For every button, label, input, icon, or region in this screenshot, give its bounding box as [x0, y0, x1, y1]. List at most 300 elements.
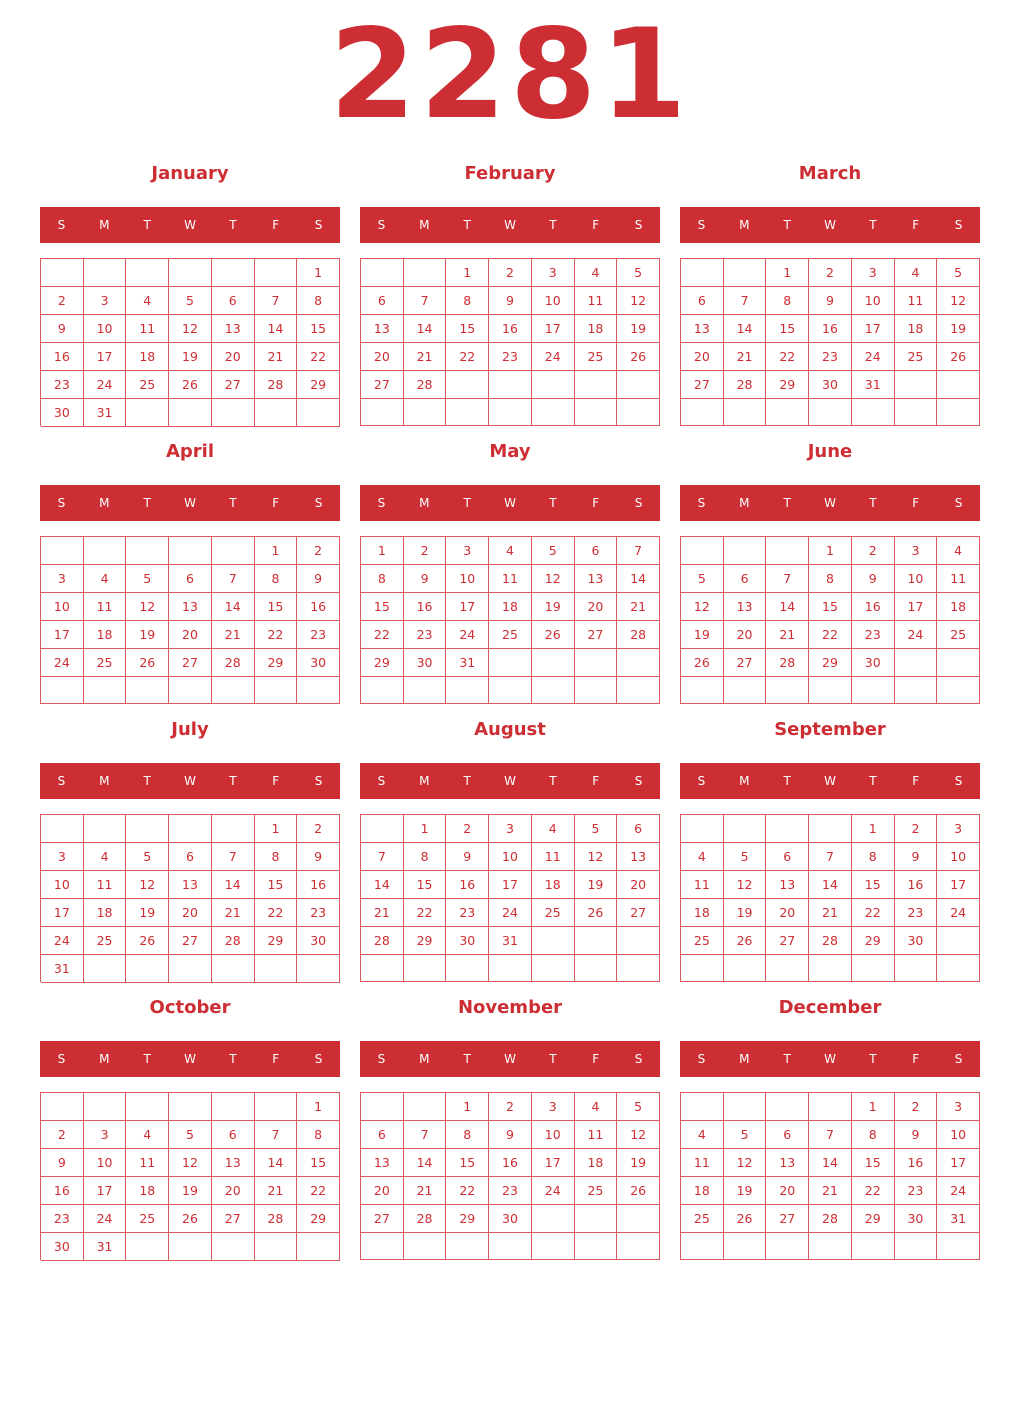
empty-cell: [126, 677, 169, 704]
empty-cell: [255, 677, 298, 704]
day-cell: 3: [41, 843, 84, 871]
empty-cell: [852, 1233, 895, 1260]
day-cell: 2: [41, 287, 84, 315]
day-grid: [360, 1092, 660, 1260]
empty-cell: [809, 1093, 852, 1121]
day-cell: 2: [895, 815, 938, 843]
weekday-label: F: [912, 218, 920, 232]
weekday-label: M: [739, 774, 750, 788]
empty-cell: [255, 1093, 298, 1121]
day-cell: 23: [41, 1205, 84, 1233]
empty-cell: [575, 955, 618, 982]
day-cell: 24: [532, 343, 575, 371]
month-july: [40, 716, 340, 984]
day-cell: 1: [255, 537, 298, 565]
empty-cell: [617, 649, 660, 677]
empty-cell: [126, 1233, 169, 1261]
day-cell: 21: [766, 621, 809, 649]
empty-cell: [532, 1205, 575, 1233]
empty-cell: [361, 259, 404, 287]
day-cell: 27: [361, 1205, 404, 1233]
day-cell: 29: [361, 649, 404, 677]
empty-cell: [724, 1233, 767, 1260]
weekday-header: [360, 207, 660, 243]
day-cell: 9: [852, 565, 895, 593]
day-cell: 14: [809, 871, 852, 899]
day-cell: 18: [575, 315, 618, 343]
day-cell: 10: [852, 287, 895, 315]
day-cell: 7: [724, 287, 767, 315]
day-cell: 30: [895, 1205, 938, 1233]
empty-cell: [937, 677, 980, 704]
day-cell: 22: [361, 621, 404, 649]
weekday-label: M: [99, 496, 110, 510]
day-cell: 24: [446, 621, 489, 649]
empty-cell: [575, 649, 618, 677]
empty-cell: [255, 1233, 298, 1261]
empty-cell: [361, 955, 404, 982]
day-cell: 14: [404, 1149, 447, 1177]
day-cell: 17: [937, 871, 980, 899]
empty-cell: [361, 815, 404, 843]
empty-cell: [84, 955, 127, 983]
weekday-label: S: [954, 218, 963, 232]
day-cell: 11: [126, 315, 169, 343]
weekday-label: S: [314, 774, 323, 788]
day-cell: 25: [575, 1177, 618, 1205]
empty-cell: [575, 371, 618, 399]
month-name: December: [778, 997, 882, 1018]
empty-cell: [446, 399, 489, 426]
day-cell: 10: [489, 843, 532, 871]
day-cell: 16: [297, 871, 340, 899]
weekday-label: W: [184, 1052, 196, 1066]
day-cell: 24: [489, 899, 532, 927]
day-cell: 9: [895, 843, 938, 871]
day-cell: 22: [852, 899, 895, 927]
weekday-label: T: [549, 496, 557, 510]
day-cell: 18: [681, 1177, 724, 1205]
day-cell: 16: [489, 315, 532, 343]
empty-cell: [212, 399, 255, 427]
day-cell: 28: [617, 621, 660, 649]
day-cell: 26: [575, 899, 618, 927]
weekday-label: S: [697, 774, 706, 788]
empty-cell: [489, 399, 532, 426]
empty-cell: [126, 259, 169, 287]
day-cell: 18: [126, 1177, 169, 1205]
day-cell: 11: [575, 1121, 618, 1149]
day-cell: 26: [617, 343, 660, 371]
weekday-label: T: [229, 496, 237, 510]
day-cell: 16: [895, 871, 938, 899]
month-name: June: [807, 441, 853, 462]
day-cell: 4: [895, 259, 938, 287]
weekday-label: S: [57, 218, 66, 232]
day-cell: 21: [404, 1177, 447, 1205]
day-cell: 19: [575, 871, 618, 899]
day-cell: 30: [446, 927, 489, 955]
empty-cell: [404, 399, 447, 426]
empty-cell: [809, 677, 852, 704]
day-cell: 25: [84, 927, 127, 955]
weekday-label: T: [783, 774, 791, 788]
empty-cell: [766, 955, 809, 982]
day-cell: 2: [404, 537, 447, 565]
day-cell: 29: [297, 371, 340, 399]
day-cell: 9: [404, 565, 447, 593]
weekday-label: S: [57, 1052, 66, 1066]
day-cell: 25: [84, 649, 127, 677]
empty-cell: [681, 259, 724, 287]
day-cell: 27: [575, 621, 618, 649]
weekday-label: M: [419, 218, 430, 232]
weekday-label: F: [272, 1052, 280, 1066]
empty-cell: [169, 537, 212, 565]
day-cell: 3: [895, 537, 938, 565]
empty-cell: [84, 1093, 127, 1121]
day-cell: 2: [852, 537, 895, 565]
day-cell: 26: [532, 621, 575, 649]
empty-cell: [681, 1233, 724, 1260]
empty-cell: [297, 1233, 340, 1261]
day-cell: 21: [724, 343, 767, 371]
day-cell: 22: [809, 621, 852, 649]
empty-cell: [809, 1233, 852, 1260]
day-cell: 8: [852, 1121, 895, 1149]
day-cell: 3: [489, 815, 532, 843]
day-cell: 21: [212, 899, 255, 927]
day-cell: 5: [169, 287, 212, 315]
weekday-label: T: [549, 1052, 557, 1066]
day-cell: 13: [766, 1149, 809, 1177]
weekday-label: F: [592, 774, 600, 788]
day-cell: 25: [895, 343, 938, 371]
day-cell: 29: [809, 649, 852, 677]
day-cell: 27: [361, 371, 404, 399]
day-cell: 18: [489, 593, 532, 621]
day-cell: 28: [404, 371, 447, 399]
empty-cell: [297, 955, 340, 983]
empty-cell: [169, 1233, 212, 1261]
empty-cell: [617, 371, 660, 399]
day-cell: 21: [809, 1177, 852, 1205]
day-cell: 28: [255, 1205, 298, 1233]
day-cell: 21: [809, 899, 852, 927]
empty-cell: [895, 399, 938, 426]
day-cell: 27: [617, 899, 660, 927]
month-name: April: [165, 441, 215, 462]
day-cell: 17: [41, 621, 84, 649]
day-cell: 22: [255, 621, 298, 649]
weekday-label: T: [783, 496, 791, 510]
weekday-label: S: [697, 496, 706, 510]
weekday-label: T: [869, 1052, 877, 1066]
day-cell: 31: [852, 371, 895, 399]
day-cell: 28: [212, 927, 255, 955]
day-cell: 20: [212, 343, 255, 371]
weekday-header: [40, 1041, 340, 1077]
day-cell: 14: [212, 593, 255, 621]
day-cell: 29: [255, 649, 298, 677]
empty-cell: [766, 1233, 809, 1260]
day-cell: 20: [169, 899, 212, 927]
weekday-label: F: [592, 496, 600, 510]
weekday-label: S: [954, 496, 963, 510]
day-cell: 31: [446, 649, 489, 677]
weekday-label: W: [824, 1052, 836, 1066]
day-cell: 17: [895, 593, 938, 621]
day-cell: 20: [361, 343, 404, 371]
day-cell: 2: [41, 1121, 84, 1149]
empty-cell: [724, 1093, 767, 1121]
day-cell: 29: [297, 1205, 340, 1233]
day-cell: 5: [617, 1093, 660, 1121]
empty-cell: [212, 259, 255, 287]
day-cell: 16: [809, 315, 852, 343]
day-cell: 28: [361, 927, 404, 955]
day-cell: 30: [41, 399, 84, 427]
day-grid: [680, 814, 980, 982]
day-cell: 5: [617, 259, 660, 287]
day-cell: 15: [404, 871, 447, 899]
day-cell: 18: [681, 899, 724, 927]
weekday-header: [680, 763, 980, 799]
empty-cell: [41, 815, 84, 843]
month-name: May: [489, 441, 531, 462]
day-cell: 16: [895, 1149, 938, 1177]
day-grid: [40, 1092, 340, 1260]
empty-cell: [404, 955, 447, 982]
month-november: [360, 994, 660, 1262]
day-cell: 20: [361, 1177, 404, 1205]
day-cell: 27: [212, 1205, 255, 1233]
empty-cell: [724, 537, 767, 565]
day-cell: 12: [126, 593, 169, 621]
empty-cell: [489, 677, 532, 704]
day-cell: 17: [937, 1149, 980, 1177]
day-cell: 5: [937, 259, 980, 287]
day-cell: 11: [681, 1149, 724, 1177]
day-cell: 10: [532, 287, 575, 315]
day-cell: 13: [766, 871, 809, 899]
weekday-label: T: [229, 774, 237, 788]
day-cell: 4: [575, 1093, 618, 1121]
day-cell: 13: [169, 593, 212, 621]
empty-cell: [446, 955, 489, 982]
day-cell: 8: [852, 843, 895, 871]
empty-cell: [724, 399, 767, 426]
day-cell: 1: [255, 815, 298, 843]
empty-cell: [681, 537, 724, 565]
day-cell: 8: [297, 287, 340, 315]
day-cell: 27: [169, 927, 212, 955]
day-cell: 6: [169, 565, 212, 593]
day-cell: 9: [41, 315, 84, 343]
day-cell: 1: [297, 259, 340, 287]
day-cell: 23: [41, 371, 84, 399]
month-december: [680, 994, 980, 1262]
day-cell: 25: [575, 343, 618, 371]
day-cell: 19: [724, 899, 767, 927]
weekday-label: S: [314, 496, 323, 510]
day-cell: 15: [446, 315, 489, 343]
day-cell: 9: [489, 1121, 532, 1149]
day-cell: 11: [895, 287, 938, 315]
empty-cell: [255, 399, 298, 427]
empty-cell: [169, 399, 212, 427]
weekday-label: S: [314, 1052, 323, 1066]
day-cell: 10: [41, 593, 84, 621]
day-cell: 23: [489, 343, 532, 371]
empty-cell: [532, 955, 575, 982]
day-cell: 6: [212, 287, 255, 315]
empty-cell: [724, 815, 767, 843]
day-cell: 20: [575, 593, 618, 621]
day-cell: 30: [809, 371, 852, 399]
day-cell: 1: [852, 815, 895, 843]
day-cell: 28: [255, 371, 298, 399]
weekday-label: M: [739, 1052, 750, 1066]
day-cell: 31: [41, 955, 84, 983]
empty-cell: [852, 399, 895, 426]
empty-cell: [212, 815, 255, 843]
weekday-label: M: [419, 774, 430, 788]
day-cell: 5: [681, 565, 724, 593]
weekday-header: [680, 1041, 980, 1077]
month-september: [680, 716, 980, 984]
day-cell: 15: [361, 593, 404, 621]
day-cell: 26: [681, 649, 724, 677]
day-grid: [40, 258, 340, 426]
empty-cell: [84, 677, 127, 704]
day-cell: 23: [809, 343, 852, 371]
day-cell: 1: [361, 537, 404, 565]
day-cell: 1: [404, 815, 447, 843]
day-cell: 19: [617, 1149, 660, 1177]
day-cell: 19: [617, 315, 660, 343]
day-cell: 20: [212, 1177, 255, 1205]
day-cell: 28: [724, 371, 767, 399]
day-cell: 15: [297, 315, 340, 343]
day-cell: 18: [937, 593, 980, 621]
day-cell: 3: [937, 1093, 980, 1121]
day-cell: 17: [489, 871, 532, 899]
day-cell: 10: [84, 1149, 127, 1177]
empty-cell: [937, 399, 980, 426]
month-january: [40, 160, 340, 428]
day-cell: 17: [84, 343, 127, 371]
empty-cell: [446, 677, 489, 704]
day-cell: 15: [255, 593, 298, 621]
day-cell: 26: [126, 927, 169, 955]
day-cell: 8: [766, 287, 809, 315]
empty-cell: [532, 927, 575, 955]
day-cell: 9: [895, 1121, 938, 1149]
day-cell: 2: [489, 1093, 532, 1121]
month-april: [40, 438, 340, 706]
empty-cell: [937, 371, 980, 399]
weekday-label: M: [419, 496, 430, 510]
empty-cell: [766, 399, 809, 426]
day-cell: 22: [852, 1177, 895, 1205]
month-name: November: [457, 997, 563, 1018]
day-cell: 6: [212, 1121, 255, 1149]
day-cell: 19: [169, 343, 212, 371]
empty-cell: [852, 955, 895, 982]
empty-cell: [937, 955, 980, 982]
day-cell: 24: [84, 371, 127, 399]
day-cell: 27: [766, 927, 809, 955]
empty-cell: [212, 1093, 255, 1121]
weekday-label: T: [463, 774, 471, 788]
empty-cell: [532, 399, 575, 426]
empty-cell: [681, 815, 724, 843]
day-cell: 3: [532, 1093, 575, 1121]
weekday-label: S: [634, 218, 643, 232]
weekday-header: [40, 485, 340, 521]
day-cell: 27: [212, 371, 255, 399]
day-cell: 25: [126, 371, 169, 399]
day-cell: 6: [681, 287, 724, 315]
day-cell: 17: [84, 1177, 127, 1205]
weekday-header: [680, 207, 980, 243]
empty-cell: [895, 371, 938, 399]
weekday-label: S: [377, 496, 386, 510]
day-cell: 11: [489, 565, 532, 593]
day-cell: 21: [361, 899, 404, 927]
day-cell: 13: [212, 1149, 255, 1177]
day-cell: 12: [617, 287, 660, 315]
day-cell: 12: [126, 871, 169, 899]
day-cell: 23: [895, 1177, 938, 1205]
weekday-label: W: [824, 218, 836, 232]
day-cell: 3: [84, 1121, 127, 1149]
weekday-label: S: [57, 774, 66, 788]
empty-cell: [297, 399, 340, 427]
weekday-label: T: [549, 774, 557, 788]
empty-cell: [809, 399, 852, 426]
day-cell: 6: [361, 287, 404, 315]
day-cell: 4: [532, 815, 575, 843]
weekday-label: T: [463, 218, 471, 232]
day-cell: 18: [84, 621, 127, 649]
weekday-label: T: [143, 218, 151, 232]
day-cell: 17: [446, 593, 489, 621]
empty-cell: [532, 1233, 575, 1260]
empty-cell: [724, 677, 767, 704]
month-name: February: [464, 163, 556, 184]
day-cell: 29: [852, 1205, 895, 1233]
weekday-label: T: [143, 1052, 151, 1066]
day-cell: 24: [41, 927, 84, 955]
empty-cell: [126, 955, 169, 983]
day-cell: 25: [937, 621, 980, 649]
empty-cell: [404, 1093, 447, 1121]
day-cell: 7: [212, 843, 255, 871]
empty-cell: [446, 1233, 489, 1260]
day-cell: 8: [297, 1121, 340, 1149]
empty-cell: [895, 677, 938, 704]
day-cell: 23: [489, 1177, 532, 1205]
weekday-label: W: [184, 496, 196, 510]
day-cell: 10: [937, 843, 980, 871]
day-cell: 3: [532, 259, 575, 287]
weekday-label: T: [229, 218, 237, 232]
weekday-label: F: [272, 496, 280, 510]
day-cell: 28: [766, 649, 809, 677]
empty-cell: [724, 955, 767, 982]
